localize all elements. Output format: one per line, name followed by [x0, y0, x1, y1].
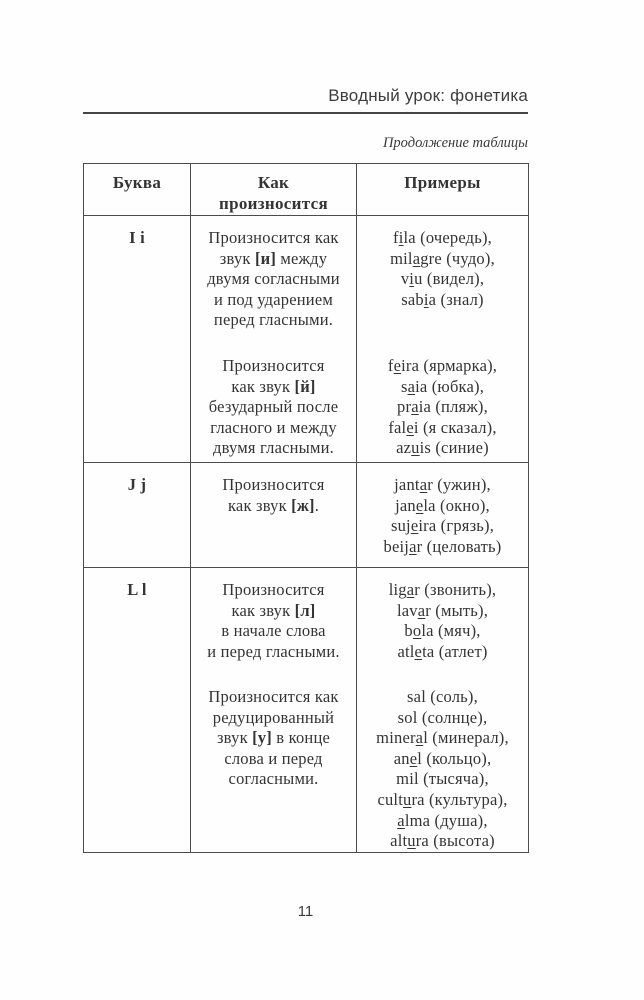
pronunciation-line — [195, 687, 352, 708]
table-caption: Продолжение таблицы — [382, 135, 528, 151]
table-row-j — [84, 463, 529, 568]
text-segment: mil (тысяча), — [396, 769, 489, 789]
pronunciation-cell — [191, 568, 357, 853]
stressed-letter: u — [411, 438, 420, 458]
column-header-label: Буква — [112, 173, 162, 192]
text-segment: гласного и между — [210, 417, 337, 437]
pronunciation-group — [195, 228, 352, 356]
pronunciation-line — [195, 475, 352, 496]
text-segment: и под ударением — [213, 289, 333, 309]
stressed-letter: e — [406, 417, 414, 437]
text-segment: между — [276, 248, 328, 268]
text-segment: u (видел), — [414, 269, 485, 289]
pronunciation-line — [195, 769, 352, 790]
letter-cell — [84, 568, 191, 853]
sound-notation: [л] — [294, 600, 316, 620]
text-segment: i (я сказал), — [413, 417, 497, 437]
text-segment: как звук — [227, 495, 292, 515]
examples-cell — [357, 463, 529, 568]
pronunciation-cell — [191, 216, 357, 463]
stressed-letter: e — [415, 495, 424, 515]
examples-group — [361, 687, 524, 852]
pronunciation-line — [195, 438, 352, 459]
text-segment: b — [404, 621, 413, 641]
column-header-label: Как — [257, 173, 290, 192]
example-line — [361, 516, 524, 537]
text-segment: двумя гласными. — [213, 438, 334, 458]
text-segment: как звук — [231, 600, 295, 620]
pronunciation-line — [195, 496, 352, 517]
text-segment: как звук — [231, 376, 295, 396]
pronunciation-line — [195, 418, 352, 439]
text-segment: cult — [377, 789, 403, 809]
column-header-letter — [84, 164, 191, 216]
column-header-pronunciation — [191, 164, 357, 216]
column-header-examples — [357, 164, 529, 216]
text-segment: r (звонить), — [414, 580, 497, 599]
stressed-letter: e — [414, 641, 423, 661]
text-segment: az — [396, 438, 412, 458]
text-segment: l (кольцо), — [417, 748, 492, 768]
example-line — [361, 769, 524, 790]
text-segment: v — [400, 269, 410, 289]
example-line — [361, 496, 524, 517]
text-segment: ira (ярмарка), — [401, 356, 498, 375]
text-segment: is (синие) — [419, 438, 489, 458]
example-line — [361, 377, 524, 398]
example-line — [361, 642, 524, 663]
text-segment: suj — [390, 516, 411, 536]
example-line — [361, 269, 524, 290]
text-segment: miner — [376, 728, 416, 748]
stressed-letter: i — [423, 289, 429, 309]
example-line — [361, 475, 524, 496]
text-segment: alt — [390, 831, 408, 851]
text-segment: a (знал) — [428, 289, 484, 309]
pronunciation-line — [195, 749, 352, 770]
text-segment: lma (душа), — [404, 810, 488, 830]
text-segment: atl — [397, 641, 415, 661]
text-segment: звук — [219, 248, 255, 268]
text-segment: jan — [395, 495, 416, 515]
stressed-letter: i — [409, 269, 415, 289]
pronunciation-cell — [191, 463, 357, 568]
text-segment: перед гласными. — [213, 310, 334, 330]
text-segment: jant — [394, 475, 420, 494]
example-line — [361, 708, 524, 729]
text-segment: ta (атлет) — [422, 641, 488, 661]
text-segment: согласными. — [228, 769, 319, 789]
stressed-letter: a — [411, 397, 419, 417]
text-segment: an — [393, 748, 410, 768]
text-segment: ia (пляж), — [418, 397, 488, 417]
text-segment: в начале слова — [221, 621, 326, 641]
examples-group — [361, 580, 524, 687]
text-segment: r (ужин), — [427, 475, 491, 494]
text-segment: ira (грязь), — [418, 516, 495, 536]
example-line — [361, 831, 524, 852]
column-header-label: Примеры — [404, 173, 481, 192]
column-header-label: произносится — [219, 194, 328, 213]
text-segment: fal — [388, 417, 407, 437]
examples-cell — [357, 216, 529, 463]
pronunciation-line — [195, 356, 352, 377]
pronunciation-line — [195, 621, 352, 642]
example-line — [361, 601, 524, 622]
stressed-letter: i — [398, 228, 404, 247]
letter-cell — [84, 463, 191, 568]
text-segment: редуцированный — [212, 707, 335, 727]
pronunciation-line — [195, 290, 352, 311]
pronunciation-line — [195, 580, 352, 601]
text-segment: la (мяч), — [421, 621, 481, 641]
example-line — [361, 728, 524, 749]
examples-group — [361, 475, 524, 557]
pronunciation-line — [195, 310, 352, 331]
table-row-i — [84, 216, 529, 463]
example-line — [361, 621, 524, 642]
stressed-letter: a — [407, 376, 416, 396]
text-segment: sal (соль), — [407, 687, 478, 706]
examples-group — [361, 356, 524, 459]
stressed-letter: a — [419, 475, 428, 494]
pronunciation-line — [195, 249, 352, 270]
stressed-letter: e — [409, 748, 418, 768]
pronunciation-line — [195, 269, 352, 290]
pronunciation-group — [195, 475, 352, 516]
pronunciation-line — [195, 728, 352, 749]
stressed-letter: u — [402, 789, 412, 809]
page-number: 11 — [297, 903, 314, 920]
pronunciation-group — [195, 356, 352, 459]
stressed-letter: e — [410, 516, 419, 536]
text-segment: s — [400, 376, 408, 396]
example-line — [361, 537, 524, 558]
pronunciation-line — [195, 377, 352, 398]
pronunciation-group — [195, 687, 352, 790]
example-line — [361, 580, 524, 601]
example-line — [361, 790, 524, 811]
text-segment: Произносится — [222, 356, 325, 375]
text-segment: звук — [216, 728, 253, 748]
stressed-letter: u — [407, 831, 416, 851]
pronunciation-line — [195, 708, 352, 729]
letter-label: J j — [127, 475, 147, 494]
stressed-letter: a — [412, 248, 421, 268]
example-line — [361, 228, 524, 249]
stressed-letter: a — [397, 810, 405, 830]
text-segment: ra (культура), — [411, 789, 508, 809]
text-segment: l (минерал), — [423, 728, 509, 748]
text-segment: la (очередь), — [403, 228, 492, 247]
text-segment: f — [387, 356, 394, 375]
text-segment: la (окно), — [423, 495, 490, 515]
text-segment: ra (высота) — [415, 831, 495, 851]
examples-group — [361, 228, 524, 356]
sound-notation: [й] — [294, 376, 316, 396]
example-line — [361, 418, 524, 439]
text-segment: beij — [383, 536, 410, 556]
stressed-letter: o — [412, 621, 422, 641]
text-segment: . — [314, 495, 320, 515]
example-line — [361, 356, 524, 377]
text-segment: безударный после — [208, 397, 339, 417]
text-segment: слова и перед — [224, 748, 323, 768]
pronunciation-group — [195, 580, 352, 687]
example-line — [361, 811, 524, 832]
running-head: Вводный урок: фонетика — [328, 86, 528, 105]
text-segment: r (мыть), — [425, 600, 489, 620]
text-segment: mil — [390, 248, 413, 268]
stressed-letter: a — [406, 580, 415, 599]
text-segment: Произносится — [222, 475, 325, 494]
text-segment: Произносится как — [208, 687, 339, 706]
table-row-l — [84, 568, 529, 853]
pronunciation-line — [195, 397, 352, 418]
text-segment: lav — [396, 600, 418, 620]
stressed-letter: e — [393, 356, 402, 375]
example-line — [361, 249, 524, 270]
text-segment: sab — [401, 289, 424, 309]
phonetics-table — [83, 163, 529, 853]
letter-label: L l — [127, 580, 147, 599]
text-segment: f — [393, 228, 399, 247]
text-segment: двумя согласными — [207, 269, 340, 289]
example-line — [361, 290, 524, 311]
examples-cell — [357, 568, 529, 853]
text-segment: r (целовать) — [416, 536, 502, 556]
sound-notation: [у] — [252, 728, 272, 748]
text-segment: lig — [388, 580, 407, 599]
header-rule — [83, 112, 528, 114]
table-header-row — [84, 164, 529, 216]
text-segment: sol (солнце), — [397, 707, 488, 727]
text-segment: и перед гласными. — [207, 641, 340, 661]
text-segment: ia (юбка), — [415, 376, 485, 396]
text-segment: в конце — [271, 728, 331, 748]
example-line — [361, 438, 524, 459]
text-segment: pr — [397, 397, 412, 417]
stressed-letter: a — [409, 536, 417, 556]
stressed-letter: a — [417, 600, 426, 620]
example-line — [361, 749, 524, 770]
pronunciation-line — [195, 642, 352, 663]
pronunciation-line — [195, 601, 352, 622]
example-line — [361, 687, 524, 708]
example-line — [361, 397, 524, 418]
letter-cell — [84, 216, 191, 463]
text-segment: Произносится — [222, 580, 325, 599]
sound-notation: [и] — [254, 248, 277, 268]
letter-label: I i — [129, 228, 145, 247]
text-segment: Произносится как — [208, 228, 339, 247]
text-segment: gre (чудо), — [420, 248, 495, 268]
pronunciation-line — [195, 228, 352, 249]
stressed-letter: a — [415, 728, 424, 748]
sound-notation: [ж] — [291, 495, 315, 515]
